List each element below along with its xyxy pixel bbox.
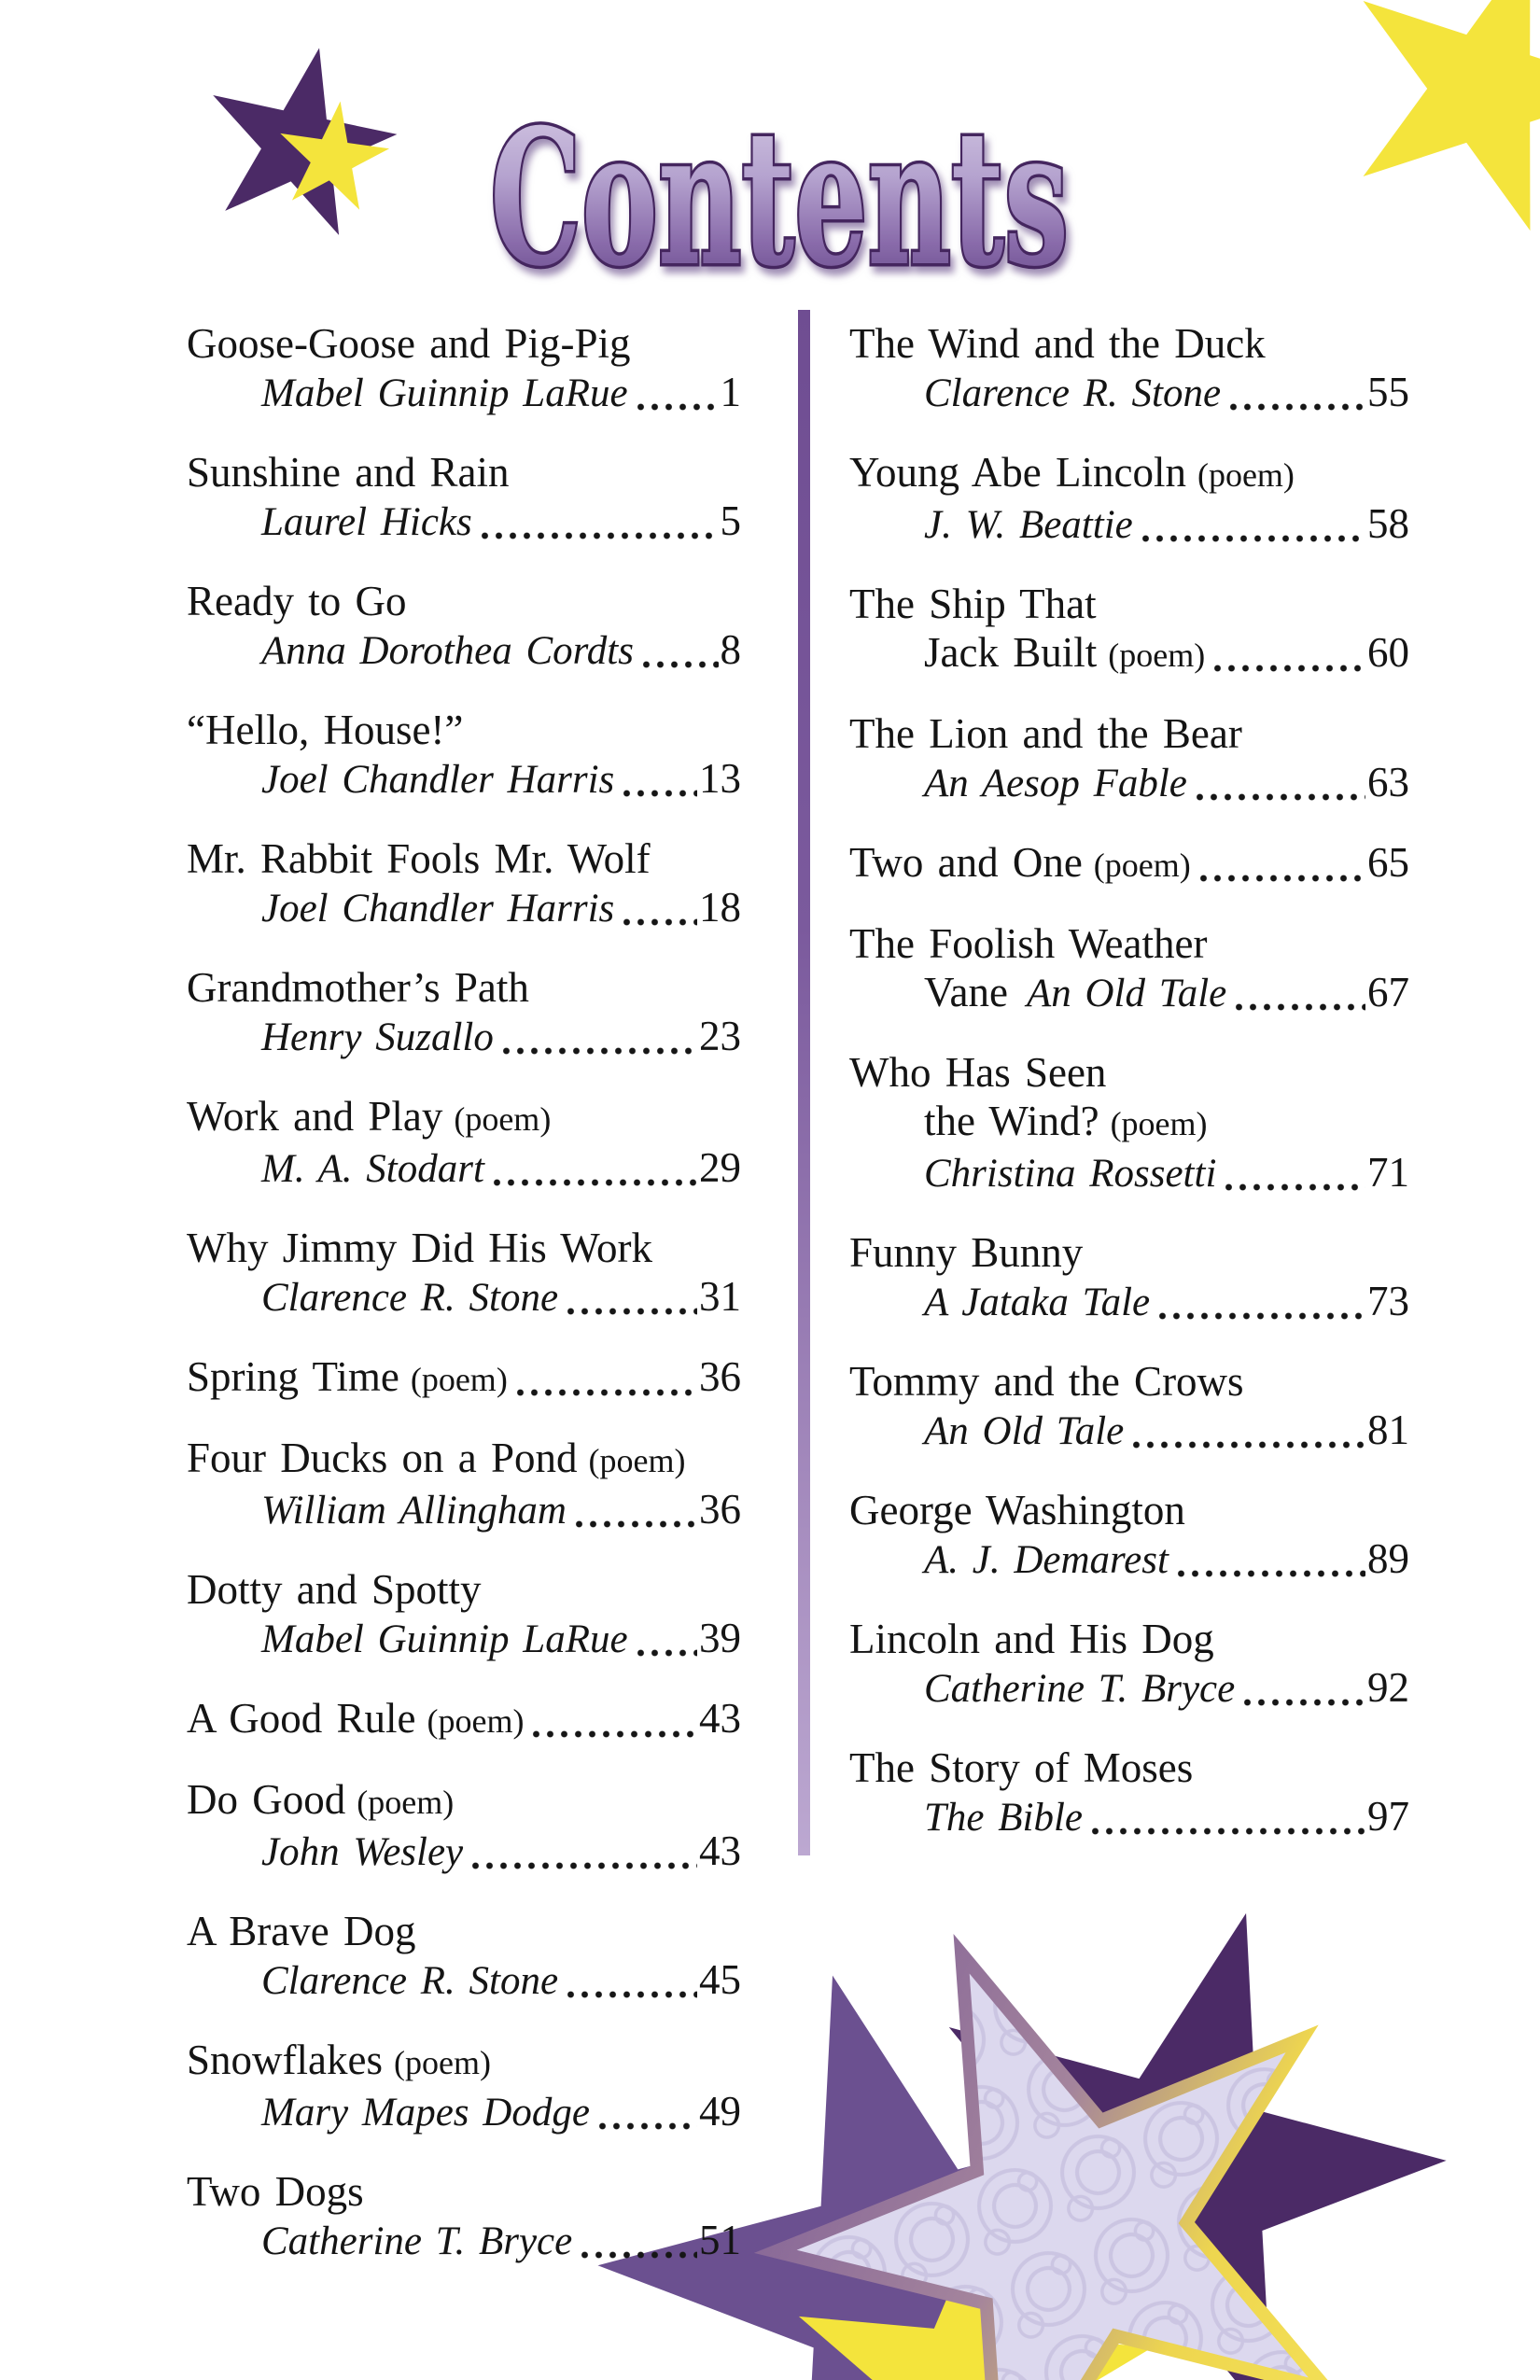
- page-number: 71: [1367, 1149, 1409, 1196]
- toc-entry: [187, 2167, 741, 2266]
- toc-entry: [849, 1048, 1409, 1198]
- story-title: Four Ducks on a Pond: [187, 1435, 578, 1481]
- poem-label: (poem): [427, 1702, 525, 1740]
- page-number: 36: [699, 1353, 741, 1400]
- story-title: Spring Time: [187, 1353, 399, 1400]
- story-title: Jack Built: [924, 629, 1098, 676]
- author-name: Mary Mapes Dodge: [261, 2091, 590, 2135]
- star-icon-top-left-purple: [190, 28, 412, 242]
- dot-leader: [469, 1827, 697, 1877]
- toc-left-column: [187, 319, 741, 2296]
- author-name: William Allingham: [261, 1489, 567, 1533]
- dot-leader: [490, 1143, 697, 1194]
- toc-entry: [187, 1434, 741, 1535]
- page-number: 1: [720, 369, 741, 415]
- star-icon-top-right-yellow: [1311, 0, 1540, 247]
- toc-entry: [187, 1694, 741, 1745]
- poem-label: (poem): [1110, 1105, 1208, 1142]
- page-number: 43: [699, 1695, 741, 1742]
- toc-title-line: [849, 709, 1409, 758]
- poem-label: (poem): [1093, 847, 1191, 884]
- author-name: A. J. Demarest: [924, 1538, 1169, 1582]
- author-name: An Old Tale: [924, 1409, 1125, 1453]
- story-title: Ready to Go: [187, 578, 407, 624]
- story-title: The Foolish Weather: [849, 920, 1208, 967]
- page-number: 65: [1367, 839, 1409, 886]
- toc-title-line: [849, 919, 1409, 968]
- toc-title-line: [187, 1352, 741, 1404]
- toc-author-line: [849, 1406, 1409, 1456]
- toc-author-line: [849, 1148, 1409, 1198]
- author-name: J. W. Beattie: [924, 503, 1133, 547]
- toc-title-line: [187, 834, 741, 883]
- toc-entry: [849, 709, 1409, 808]
- toc-title-line: [187, 1434, 741, 1485]
- toc-entry: [187, 319, 741, 418]
- toc-title-line: [849, 838, 1409, 889]
- toc-author-line: [849, 758, 1409, 808]
- page-number: 89: [1367, 1535, 1409, 1582]
- author-name: Joel Chandler Harris: [261, 887, 615, 931]
- toc-title-line: [187, 319, 741, 368]
- page-number: 81: [1367, 1407, 1409, 1453]
- story-title: The Ship That: [849, 581, 1097, 627]
- toc-entry: [849, 919, 1409, 1018]
- author-name: Henry Suzallo: [261, 1015, 494, 1059]
- toc-entry: [849, 1228, 1409, 1327]
- toc-title-line: [849, 319, 1409, 368]
- dot-leader: [1232, 968, 1365, 1018]
- toc-author-line: [849, 499, 1409, 550]
- author-name: Laurel Hicks: [261, 500, 472, 544]
- dot-leader: [529, 1694, 697, 1745]
- author-name: Catherine T. Bryce: [261, 2219, 573, 2263]
- story-title: Do Good: [187, 1776, 346, 1823]
- dot-leader: [1226, 368, 1365, 418]
- story-title: The Story of Moses: [849, 1744, 1194, 1791]
- toc-entry: [187, 1775, 741, 1877]
- page-number: 18: [699, 884, 741, 931]
- story-title: Two and One: [849, 839, 1083, 886]
- page-number: 55: [1367, 369, 1409, 415]
- author-name: Clarence R. Stone: [261, 1959, 559, 2003]
- toc-entry: [187, 1224, 741, 1323]
- toc-title-line: [849, 1743, 1409, 1792]
- toc-title-line: [849, 580, 1409, 628]
- story-title: Young Abe Lincoln: [849, 449, 1186, 496]
- story-title: A Brave Dog: [187, 1908, 416, 1954]
- story-title: Funny Bunny: [849, 1229, 1084, 1276]
- author-name: Mabel Guinnip LaRue: [261, 371, 628, 415]
- poem-label: (poem): [1108, 637, 1206, 674]
- dot-leader: [513, 1352, 697, 1404]
- page-number: 67: [1367, 969, 1409, 1015]
- author-name: Mabel Guinnip LaRue: [261, 1617, 628, 1661]
- toc-title-line: [849, 1228, 1409, 1277]
- story-title: Snowflakes: [187, 2037, 383, 2083]
- author-name: Christina Rossetti: [924, 1152, 1217, 1196]
- story-title: Vane: [924, 969, 1008, 1015]
- author-name: M. A. Stodart: [261, 1147, 484, 1191]
- poem-label: (poem): [454, 1100, 552, 1138]
- toc-entry: [187, 1092, 741, 1194]
- toc-entry: [187, 1352, 741, 1404]
- dot-leader: [1155, 1277, 1365, 1327]
- story-title: Who Has Seen: [849, 1049, 1107, 1096]
- dot-leader: [564, 1955, 697, 2006]
- toc-entry: [187, 2036, 741, 2137]
- page-number: 13: [699, 755, 741, 802]
- page-number: 39: [699, 1615, 741, 1661]
- story-title: Goose-Goose and Pig-Pig: [187, 320, 631, 367]
- toc-author-line: [187, 1485, 741, 1535]
- dot-leader: [595, 2087, 697, 2137]
- author-name: Catherine T. Bryce: [924, 1667, 1236, 1711]
- story-title: Mr. Rabbit Fools Mr. Wolf: [187, 835, 651, 882]
- author-name: An Old Tale: [1026, 972, 1227, 1015]
- dot-leader: [634, 368, 719, 418]
- author-name: The Bible: [924, 1796, 1083, 1840]
- toc-entry: [849, 580, 1409, 679]
- dot-leader: [1193, 758, 1365, 808]
- toc-author-line: [187, 1012, 741, 1062]
- story-title: The Lion and the Bear: [849, 710, 1242, 757]
- author-name: Clarence R. Stone: [924, 371, 1222, 415]
- story-title: Dotty and Spotty: [187, 1566, 482, 1613]
- toc-right-column: [849, 319, 1409, 1872]
- story-title: Two Dogs: [187, 2168, 364, 2215]
- toc-author-line: [187, 2087, 741, 2137]
- dot-leader: [564, 1272, 697, 1323]
- toc-author-line: [187, 497, 741, 547]
- toc-author-line: [187, 2216, 741, 2266]
- dot-leader: [1139, 499, 1365, 550]
- dot-leader: [578, 2216, 697, 2266]
- toc-author-line: [187, 883, 741, 933]
- page-title: Contents: [490, 89, 1069, 308]
- toc-author-line: [187, 1614, 741, 1664]
- poem-label: (poem): [410, 1361, 508, 1398]
- page-number: 73: [1367, 1278, 1409, 1324]
- poem-label: (poem): [588, 1442, 686, 1479]
- toc-author-line: [849, 1792, 1409, 1842]
- author-name: An Aesop Fable: [924, 762, 1187, 805]
- toc-title-line: [187, 1565, 741, 1614]
- toc-entry: [849, 319, 1409, 418]
- story-title: “Hello, House!”: [187, 707, 464, 753]
- toc-title-line: [187, 2036, 741, 2087]
- dot-leader: [1088, 1792, 1365, 1842]
- toc-title-line: [187, 1224, 741, 1272]
- toc-entry: [849, 1357, 1409, 1456]
- story-title: the Wind?: [924, 1098, 1099, 1144]
- toc-author-line: [187, 1143, 741, 1194]
- poem-label: (poem): [357, 1784, 455, 1821]
- dot-leader: [1129, 1406, 1365, 1456]
- toc-title-line: [849, 1486, 1409, 1534]
- toc-author-line: [187, 1272, 741, 1323]
- column-divider: [798, 310, 810, 1855]
- toc-author-line: [849, 1663, 1409, 1714]
- toc-entry: [187, 577, 741, 676]
- toc-entry: [849, 448, 1409, 550]
- toc-author-line: [849, 1277, 1409, 1327]
- page-number: 23: [699, 1013, 741, 1059]
- toc-title-line: [187, 1775, 741, 1827]
- toc-entry: [187, 834, 741, 933]
- story-title: Why Jimmy Did His Work: [187, 1225, 653, 1271]
- page-number: 8: [720, 626, 741, 673]
- page-number: 5: [720, 497, 741, 544]
- page-number: 97: [1367, 1793, 1409, 1840]
- author-name: Joel Chandler Harris: [261, 758, 615, 802]
- author-name: Clarence R. Stone: [261, 1276, 559, 1320]
- dot-leader: [478, 497, 719, 547]
- dot-leader: [639, 625, 719, 676]
- toc-title-line: [849, 628, 1409, 679]
- toc-author-line: [849, 368, 1409, 418]
- dot-leader: [620, 883, 697, 933]
- toc-entry: [849, 1486, 1409, 1585]
- dot-leader: [634, 1614, 697, 1664]
- toc-title-line: [849, 1615, 1409, 1663]
- page-number: 49: [699, 2088, 741, 2135]
- story-title: Grandmother’s Path: [187, 964, 529, 1011]
- story-title: George Washington: [849, 1487, 1185, 1533]
- toc-title-line: [187, 1092, 741, 1143]
- toc-entry: [849, 838, 1409, 889]
- toc-title-line: [849, 1357, 1409, 1406]
- toc-author-line: [187, 1827, 741, 1877]
- toc-author-line: [187, 1955, 741, 2006]
- page-number: 58: [1367, 500, 1409, 547]
- toc-entry: [849, 1743, 1409, 1842]
- dot-leader: [572, 1485, 697, 1535]
- author-name: Anna Dorothea Cordts: [261, 629, 634, 673]
- dot-leader: [1222, 1148, 1365, 1198]
- story-title: Tommy and the Crows: [849, 1358, 1244, 1405]
- page-number: 60: [1367, 629, 1409, 676]
- page-number: 43: [699, 1827, 741, 1874]
- page-number: 29: [699, 1144, 741, 1191]
- dot-leader: [1240, 1663, 1365, 1714]
- dot-leader: [1211, 628, 1365, 679]
- story-title: Lincoln and His Dog: [849, 1616, 1214, 1662]
- poem-label: (poem): [393, 2044, 491, 2081]
- toc-title-line: [187, 577, 741, 625]
- toc-author-line: [187, 754, 741, 805]
- toc-entry: [187, 706, 741, 805]
- toc-title-line: [849, 1048, 1409, 1097]
- toc-title-line: [849, 448, 1409, 499]
- toc-entry: [187, 1565, 741, 1664]
- toc-author-line: [187, 368, 741, 418]
- toc-title-line: [187, 2167, 741, 2216]
- story-title: A Good Rule: [187, 1695, 416, 1742]
- toc-entry: [187, 963, 741, 1062]
- toc-title-line: [187, 706, 741, 754]
- dot-leader: [1174, 1534, 1365, 1585]
- dot-leader: [620, 754, 697, 805]
- toc-author-line: [849, 1534, 1409, 1585]
- story-title: The Wind and the Duck: [849, 320, 1266, 367]
- toc-entry: [849, 1615, 1409, 1714]
- author-name: John Wesley: [261, 1830, 464, 1874]
- story-title: Sunshine and Rain: [187, 449, 510, 496]
- dot-leader: [1197, 838, 1365, 889]
- toc-author-line: [187, 625, 741, 676]
- page-number: 51: [699, 2217, 741, 2263]
- toc-entry: [187, 1907, 741, 2006]
- page-number: 31: [699, 1273, 741, 1320]
- toc-title-line: [187, 1907, 741, 1955]
- toc-entry: [187, 448, 741, 547]
- poem-label: (poem): [1197, 456, 1295, 494]
- story-title: Work and Play: [187, 1093, 443, 1140]
- dot-leader: [499, 1012, 697, 1062]
- toc-title-line: [187, 963, 741, 1012]
- toc-title-line: [187, 448, 741, 497]
- page-number: 63: [1367, 759, 1409, 805]
- author-name: A Jataka Tale: [924, 1281, 1151, 1324]
- page-number: 45: [699, 1956, 741, 2003]
- page-number: 36: [699, 1486, 741, 1533]
- toc-title-line: [849, 1097, 1409, 1148]
- toc-title-line: [187, 1694, 741, 1745]
- toc-title-line: [849, 968, 1409, 1018]
- page-number: 92: [1367, 1664, 1409, 1711]
